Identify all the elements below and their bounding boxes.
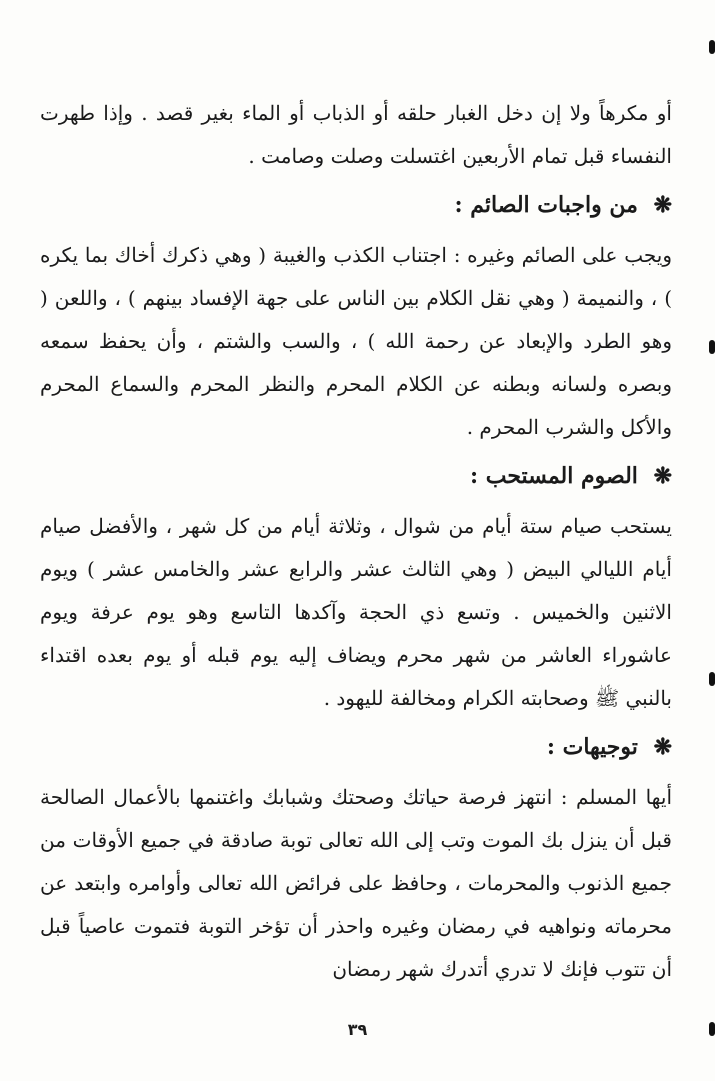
- page-content: [40, 92, 672, 991]
- page-number: ٣٩: [347, 1020, 368, 1039]
- paragraph-guidance: أيها المسلم : انتهز فرصة حياتك وصحتك وشبابك واغتنمها بالأعمال الصالحة قبل أن ينزل بك الموت وتب إلى الله تعالى توبة صادقة في جميع الأوقات من جميع الذنوب والمحرمات ، وحافظ على فرائض الله تعالى وأوامره وابتعد عن محرماته ونواهيه في رمضان وغيره واحذر أن تؤخر التوبة فتموت عاصياً قبل أن تتوب فإنك لا تدري أتدرك شهر رمضان: [40, 785, 673, 981]
- page-edge-mark: [709, 340, 715, 354]
- ornament-star-icon: ❋: [653, 463, 672, 489]
- section-heading-text: من واجبات الصائم :: [454, 192, 638, 218]
- section-heading-guidance: [40, 722, 672, 772]
- section-heading-text: توجيهات :: [546, 734, 638, 760]
- paragraph-recommended-fasting: يستحب صيام ستة أيام من شوال ، وثلاثة أيام من كل شهر ، والأفضل صيام أيام الليالي البيض ( وهي الثالث عشر والرابع عشر والخامس عشر ) ويوم الاثنين والخميس . وتسع ذي الحجة وآكدها التاسع وهو يوم عرفة ويوم عاشوراء العاشر من شهر محرم ويضاف إليه يوم قبله أو يوم بعده اقتداء بالنبي ﷺ وصحابته الكرام ومخالفة لليهود .: [40, 514, 672, 710]
- ornament-star-icon: ❋: [653, 734, 672, 760]
- section-heading-obligations: [40, 180, 672, 230]
- paragraph-obligations: ويجب على الصائم وغيره : اجتناب الكذب والغيبة ( وهي ذكرك أخاك بما يكره ) ، والنميمة ( وهي نقل الكلام بين الناس على جهة الإفساد بينهم ) ، واللعن ( وهو الطرد والإبعاد عن رحمة الله ) ، والسب والشتم ، وأن يحفظ سمعه وبصره ولسانه وبطنه عن الكلام المحرم والنظر المحرم والسماع المحرم والأكل والشرب المحرم .: [40, 243, 672, 439]
- section-heading-recommended-fasting: [40, 451, 672, 501]
- paragraph-intro: أو مكرهاً ولا إن دخل الغبار حلقه أو الذباب أو الماء بغير قصد . وإذا طهرت النفساء قبل تمام الأربعين اغتسلت وصلت وصامت .: [40, 101, 672, 168]
- ornament-star-icon: ❋: [653, 192, 672, 218]
- section-heading-text: الصوم المستحب :: [469, 463, 638, 489]
- page-edge-mark: [709, 672, 715, 686]
- page-edge-mark: [709, 40, 715, 54]
